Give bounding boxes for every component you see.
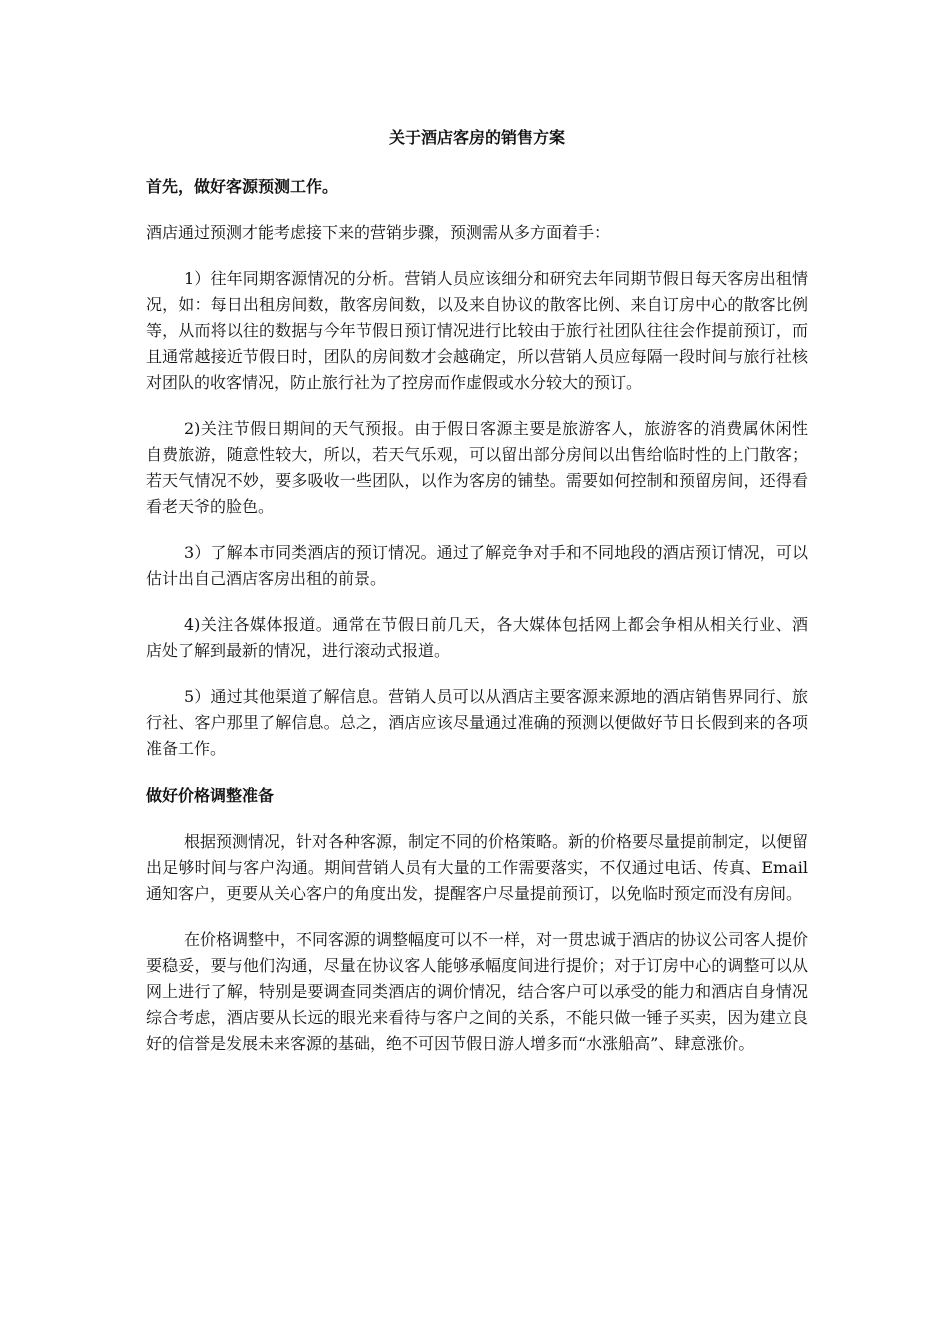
list-item: 1）往年同期客源情况的分析。营销人员应该细分和研究去年同期节假日每天客房出租情况，如：每日出租房间数，散客房间数，以及来自协议的散客比例、来自订房中心的散客比例等，从而将以往的数据与今年节假日预订情况进行比较由于旅行社团队往往会作提前预订，而且通常越接近节假日时，团队的房间数才会越确定，所以营销人员应每隔一段时间与旅行社核对团队的收客情况，防止旅行社为了控房而作虚假或水分较大的预订。 (146, 269, 808, 392)
list-item: 3）了解本市同类酒店的预订情况。通过了解竞争对手和不同地段的酒店预订情况，可以估计出自己酒店客房出租的前景。 (146, 543, 808, 588)
list-item: 5）通过其他渠道了解信息。营销人员可以从酒店主要客源来源地的酒店销售界同行、旅行社、客户那里了解信息。总之，酒店应该尽量通过准确的预测以便做好节日长假到来的各项准备工作。 (146, 687, 808, 758)
section-heading-forecast: 首先，做好客源预测工作。 (146, 177, 339, 196)
section-intro: 酒店通过预测才能考虑接下来的营销步骤，预测需从多方面着手： (146, 223, 611, 242)
list-item: 4)关注各媒体报道。通常在节假日前几天，各大媒体包括网上都会争相从相关行业、酒店处了解到最新的情况，进行滚动式报道。 (146, 615, 808, 660)
document-title: 关于酒店客房的销售方案 (388, 128, 565, 147)
section-heading-pricing: 做好价格调整准备 (146, 786, 275, 805)
document-body (146, 124, 808, 1077)
body-paragraph: 在价格调整中，不同客源的调整幅度可以不一样，对一贯忠诚于酒店的协议公司客人提价要稳妥，要与他们沟通，尽量在协议客人能够承幅度间进行提价；对于订房中心的调整可以从网上进行了解，特别是要调查同类酒店的调价情况，结合客户可以承受的能力和酒店自身情况综合考虑，酒店要从长远的眼光来看待与客户之间的关系，不能只做一锤子买卖，因为建立良好的信誉是发展未来客源的基础，绝不可因节假日游人增多而“水涨船高”、肆意涨价。 (146, 930, 809, 1053)
list-item: 2)关注节假日期间的天气预报。由于假日客源主要是旅游客人，旅游客的消费属休闲性自费旅游，随意性较大，所以，若天气乐观，可以留出部分房间以出售给临时性的上门散客；若天气情况不妙，要多吸收一些团队，以作为客房的铺垫。需要如何控制和预留房间，还得看看老天爷的脸色。 (146, 419, 808, 516)
body-paragraph: 根据预测情况，针对各种客源，制定不同的价格策略。新的价格要尽量提前制定，以便留出足够时间与客户沟通。期间营销人员有大量的工作需要落实，不仅通过电话、传真、Email通知客户，更要从关心客户的角度出发，提醒客户尽量提前预订，以免临时预定而没有房间。 (146, 832, 809, 903)
